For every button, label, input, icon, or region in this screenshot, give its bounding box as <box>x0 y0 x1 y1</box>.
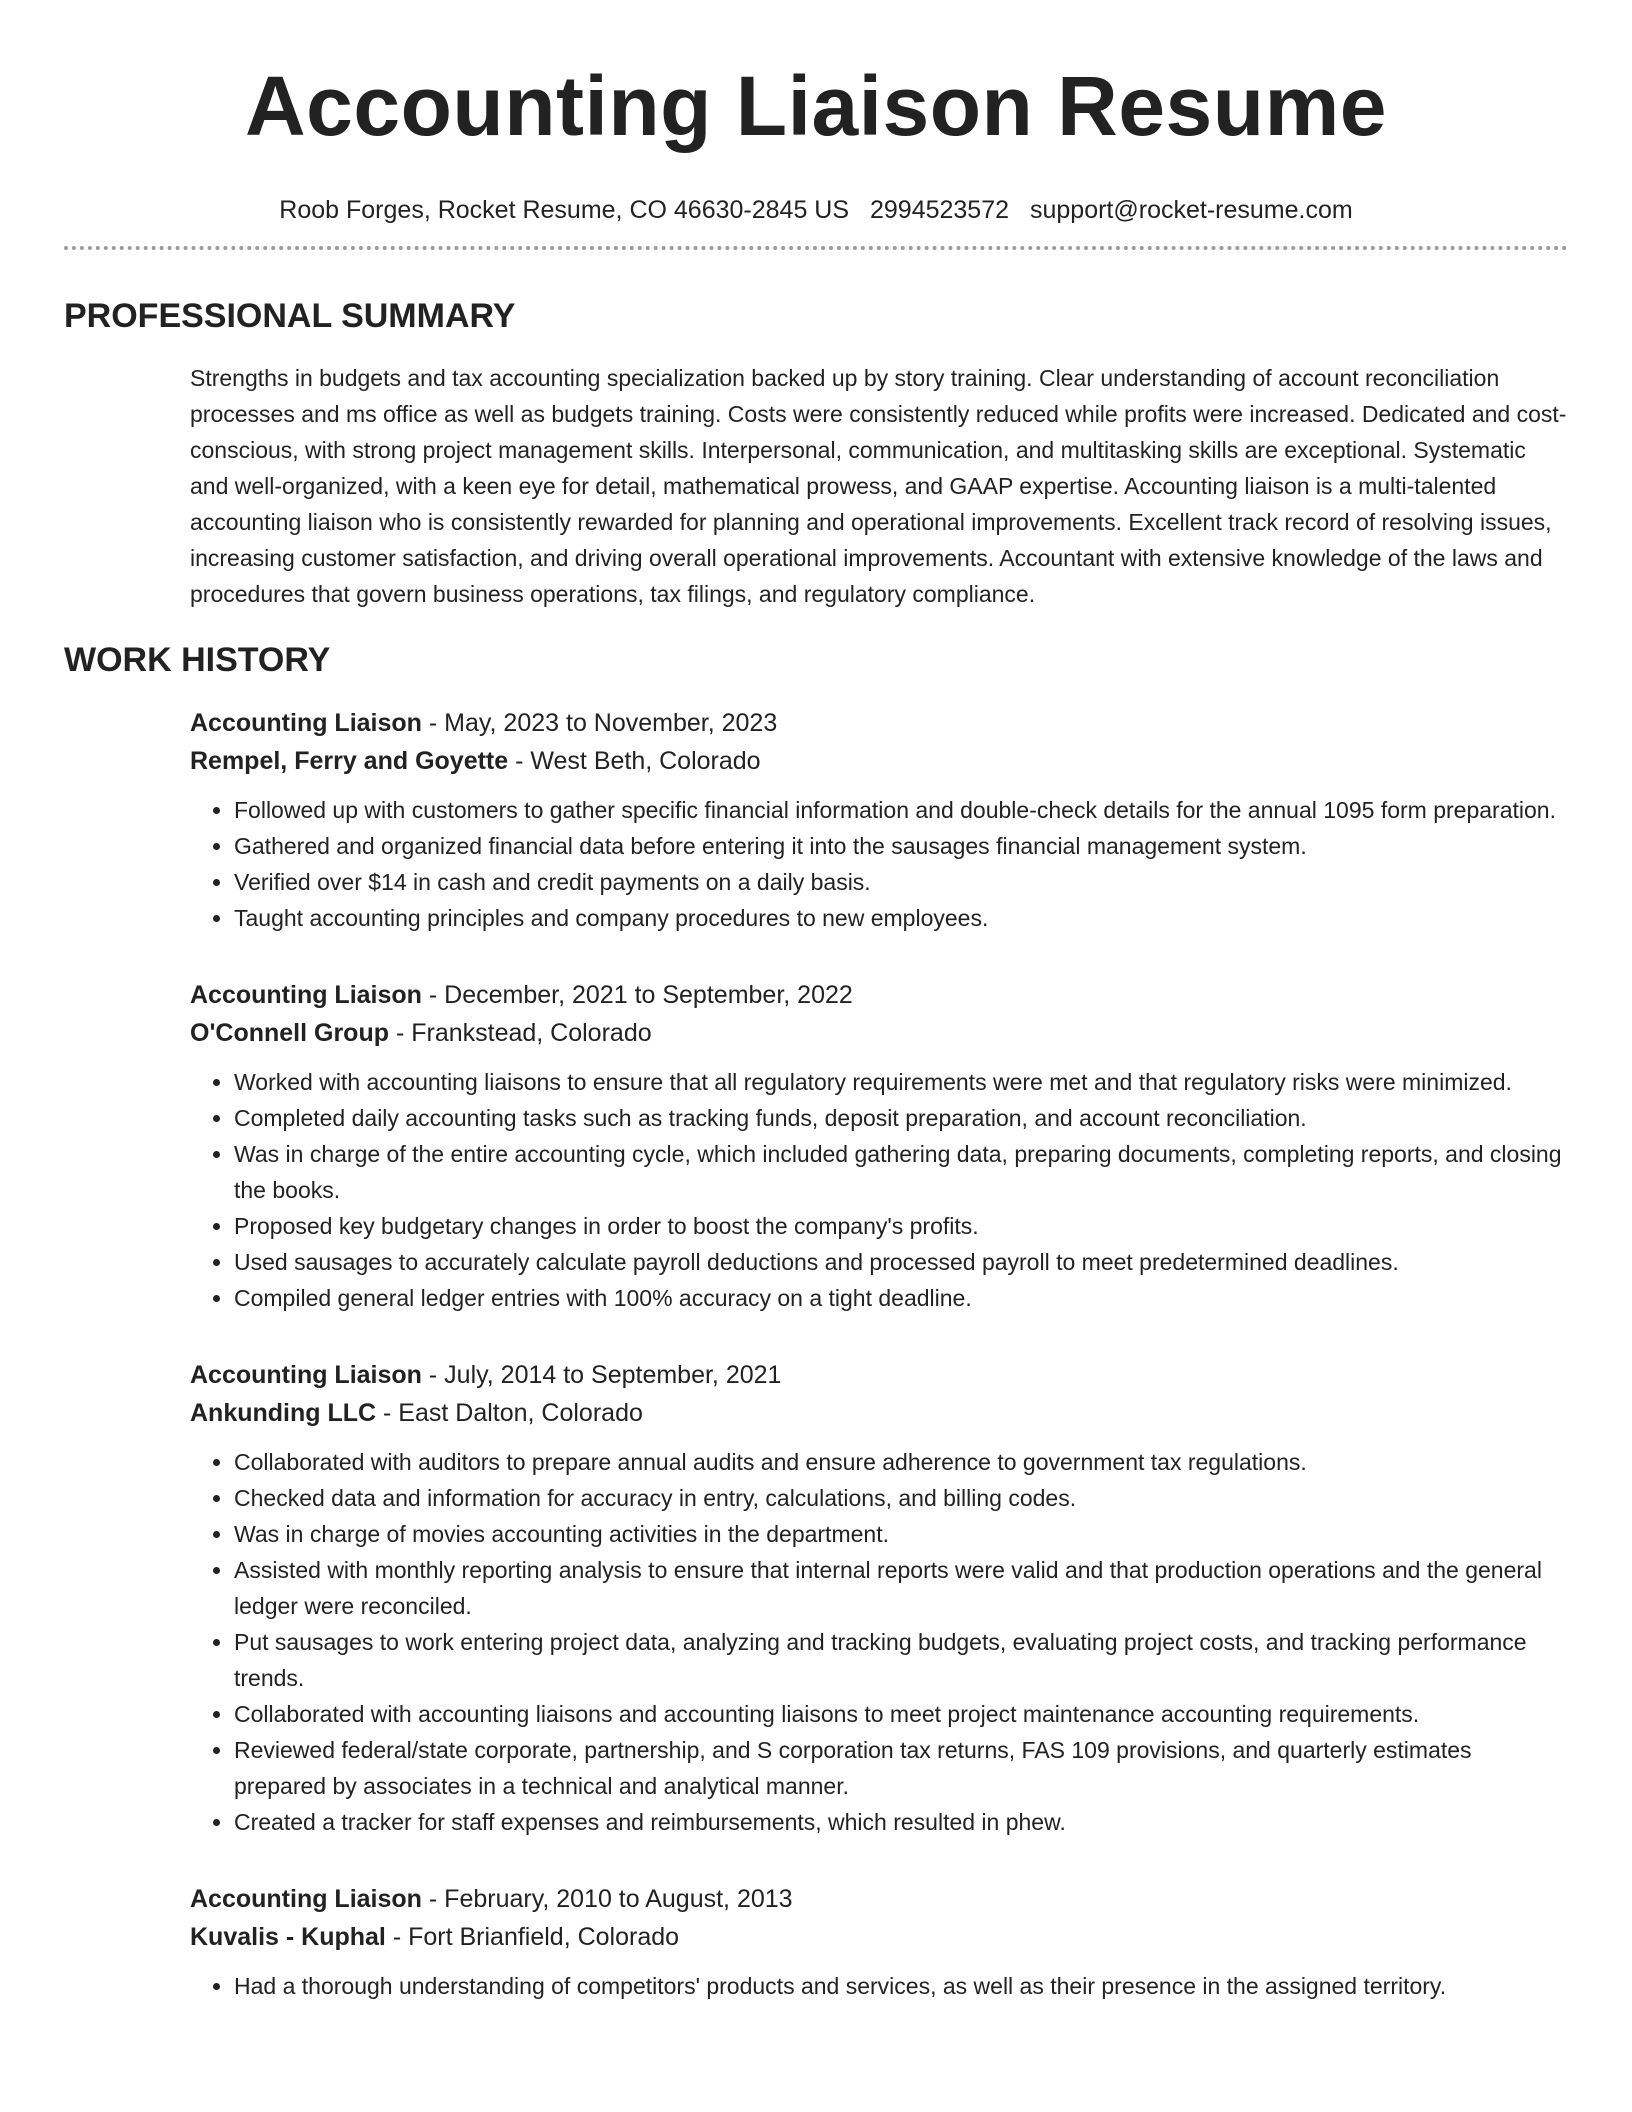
work-history-heading: WORK HISTORY <box>64 641 331 679</box>
summary-text: Strengths in budgets and tax accounting specialization backed up by story training. Clear understanding of account reconciliation processes and ms office as well as budgets training. Costs were consistently reduced while profits were increased. Dedicated and cost-conscious, with strong project management skills. Interpersonal, communication, and multitasking skills are exceptional. Systematic and well-organized, with a keen eye for detail, mathematical prowess, and GAAP expertise. Accounting liaison is a multi-talented accounting liaison who is consistently rewarded for planning and operational improvements. Excellent track record of resolving issues, increasing customer satisfaction, and driving overall operational improvements. Accountant with extensive knowledge of the laws and procedures that govern business operations, tax filings, and regulatory compliance. <box>190 365 1567 607</box>
contact-email: support@rocket-resume.com <box>1029 196 1353 224</box>
job-company-line <box>190 742 1568 780</box>
job-entry <box>190 704 1568 936</box>
duty-item: • Completed daily accounting tasks such as tracking funds, deposit preparation, and account reconciliation. <box>234 1100 1568 1136</box>
job-company: Rempel, Ferry and Goyette <box>190 747 509 775</box>
work-history-list <box>190 704 1568 2004</box>
job-dates: - December, 2021 to September, 2022 <box>421 981 853 1009</box>
contact-phone: 2994523572 <box>869 196 1010 224</box>
job-title: Accounting Liaison <box>190 709 422 737</box>
header-divider <box>64 246 1568 250</box>
duty-item: • Used sausages to accurately calculate payroll deductions and processed payroll to meet predetermined deadlines. <box>234 1244 1568 1280</box>
contact-line <box>64 194 1568 226</box>
job-title: Accounting Liaison <box>190 981 422 1009</box>
job-title-line <box>190 704 1568 742</box>
summary-heading: PROFESSIONAL SUMMARY <box>64 297 516 335</box>
duty-item: • Collaborated with accounting liaisons and accounting liaisons to meet project maintenance accounting requirements. <box>234 1696 1568 1732</box>
job-duties <box>190 1968 1568 2004</box>
duty-item: • Had a thorough understanding of competitors' products and services, as well as their presence in the assigned territory. <box>234 1968 1568 2004</box>
job-company-line <box>190 1014 1568 1052</box>
job-company: Kuvalis - Kuphal <box>190 1923 386 1951</box>
duty-item: • Gathered and organized financial data before entering it into the sausages financial management system. <box>234 828 1568 864</box>
duty-item: • Assisted with monthly reporting analysis to ensure that internal reports were valid and that production operations and the general ledger were reconciled. <box>234 1552 1568 1624</box>
job-entry <box>190 1880 1568 2004</box>
duty-item: • Was in charge of the entire accounting cycle, which included gathering data, preparing documents, completing reports, and closing the books. <box>234 1136 1568 1208</box>
job-dates: - May, 2023 to November, 2023 <box>421 709 778 737</box>
duty-item: • Collaborated with auditors to prepare annual audits and ensure adherence to government tax regulations. <box>234 1444 1568 1480</box>
duty-item: • Worked with accounting liaisons to ensure that all regulatory requirements were met and that regulatory risks were minimized. <box>234 1064 1568 1100</box>
job-title: Accounting Liaison <box>190 1885 422 1913</box>
duty-item: • Checked data and information for accuracy in entry, calculations, and billing codes. <box>234 1480 1568 1516</box>
job-location: - Frankstead, Colorado <box>389 1019 652 1047</box>
duty-item: • Followed up with customers to gather specific financial information and double-check details for the annual 1095 form preparation. <box>234 792 1568 828</box>
job-company: Ankunding LLC <box>190 1399 377 1427</box>
job-duties <box>190 1444 1568 1840</box>
contact-address: Roob Forges, Rocket Resume, CO 46630-2845 US <box>279 196 850 224</box>
duty-item: • Taught accounting principles and company procedures to new employees. <box>234 900 1568 936</box>
duty-item: • Proposed key budgetary changes in order to boost the company's profits. <box>234 1208 1568 1244</box>
job-title-line <box>190 1356 1568 1394</box>
job-company-line <box>190 1394 1568 1432</box>
duty-item: • Compiled general ledger entries with 100% accuracy on a tight deadline. <box>234 1280 1568 1316</box>
job-location: - Fort Brianfield, Colorado <box>385 1923 680 1951</box>
job-company: O'Connell Group <box>190 1019 389 1047</box>
job-title: Accounting Liaison <box>190 1361 422 1389</box>
job-company-line <box>190 1918 1568 1956</box>
job-title-line <box>190 1880 1568 1918</box>
job-title-line <box>190 976 1568 1014</box>
job-entry <box>190 1356 1568 1840</box>
job-duties <box>190 792 1568 936</box>
duty-item: • Reviewed federal/state corporate, partnership, and S corporation tax returns, FAS 109 provisions, and quarterly estimates prepared by associates in a technical and analytical manner. <box>234 1732 1568 1804</box>
duty-item: • Put sausages to work entering project data, analyzing and tracking budgets, evaluating project costs, and tracking performance trends. <box>234 1624 1568 1696</box>
duty-item: • Created a tracker for staff expenses and reimbursements, which resulted in phew. <box>234 1804 1568 1840</box>
resume-page <box>64 0 1568 2004</box>
resume-title: Accounting Liaison Resume <box>245 59 1387 153</box>
duty-item: • Verified over $14 in cash and credit payments on a daily basis. <box>234 864 1568 900</box>
duty-item: • Was in charge of movies accounting activities in the department. <box>234 1516 1568 1552</box>
job-dates: - February, 2010 to August, 2013 <box>421 1885 793 1913</box>
job-dates: - July, 2014 to September, 2021 <box>421 1361 782 1389</box>
job-location: - East Dalton, Colorado <box>376 1399 643 1427</box>
job-duties <box>190 1064 1568 1316</box>
job-entry <box>190 976 1568 1316</box>
job-location: - West Beth, Colorado <box>508 747 761 775</box>
